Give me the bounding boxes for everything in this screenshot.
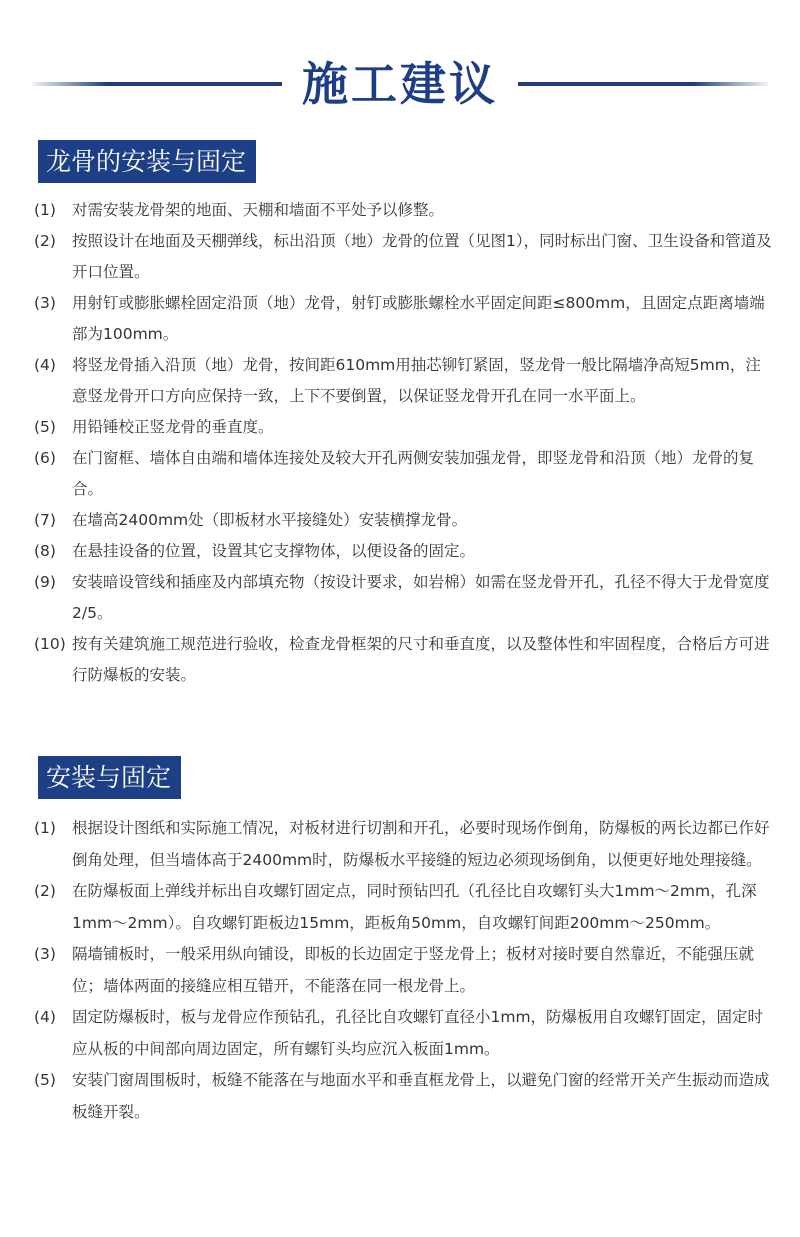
page-title: 施工建议 — [302, 57, 498, 111]
item-text: 安装暗设管线和插座及内部填充物（按设计要求，如岩棉）如需在竖龙骨开孔，孔径不得大于龙骨宽度2/5。 — [72, 573, 770, 622]
item-text: 将竖龙骨插入沿顶（地）龙骨，按间距610mm用抽芯铆钉紧固，竖龙骨一般比隔墙净高短5mm，注意竖龙骨开口方向应保持一致，上下不要倒置，以保证竖龙骨开孔在同一水平面上。 — [72, 356, 761, 405]
section-keel-installation — [0, 140, 800, 691]
list-item — [0, 195, 800, 226]
list-item — [0, 813, 800, 876]
item-text: 按照设计在地面及天棚弹线，标出沿顶（地）龙骨的位置（见图1），同时标出门窗、卫生设备和管道及开口位置。 — [72, 232, 772, 281]
list-item — [0, 876, 800, 939]
title-row — [0, 48, 800, 120]
section-heading: 龙骨的安装与固定 — [38, 140, 256, 183]
list-item — [0, 1002, 800, 1065]
item-number: (6) — [34, 449, 56, 467]
list-item — [0, 567, 800, 629]
list-item — [0, 939, 800, 1002]
item-number: (10) — [34, 635, 66, 653]
item-text: 根据设计图纸和实际施工情况，对板材进行切割和开孔，必要时现场作倒角，防爆板的两长边都已作好倒角处理，但当墙体高于2400mm时，防爆板水平接缝的短边必须现场倒角，以便更好地处理接缝。 — [72, 819, 770, 869]
item-number: (5) — [34, 418, 56, 436]
item-number: (9) — [34, 573, 56, 591]
list-item — [0, 226, 800, 288]
item-text: 隔墙铺板时，一般采用纵向铺设，即板的长边固定于竖龙骨上；板材对接时要自然靠近，不能强压就位；墙体两面的接缝应相互错开，不能落在同一根龙骨上。 — [72, 945, 755, 995]
item-number: (4) — [34, 356, 56, 374]
item-text: 在防爆板面上弹线并标出自攻螺钉固定点，同时预钻凹孔（孔径比自攻螺钉头大1mm～2mm，孔深1mm～2mm）。自攻螺钉距板边15mm，距板角50mm，自攻螺钉间距200mm～250mm。 — [72, 882, 757, 932]
item-number: (1) — [34, 819, 56, 837]
list-item — [0, 412, 800, 443]
item-text: 用铅锤校正竖龙骨的垂直度。 — [72, 418, 274, 436]
list-item — [0, 505, 800, 536]
item-number: (2) — [34, 232, 56, 250]
item-text: 在悬挂设备的位置，设置其它支撑物体，以便设备的固定。 — [72, 542, 476, 560]
item-text: 在墙高2400mm处（即板材水平接缝处）安装横撑龙骨。 — [72, 511, 468, 529]
item-text: 用射钉或膨胀螺栓固定沿顶（地）龙骨，射钉或膨胀螺栓水平固定间距≤800mm，且固定点距离墙端部为100mm。 — [72, 294, 765, 343]
step-list — [0, 195, 800, 691]
list-item — [0, 629, 800, 691]
item-text: 对需安装龙骨架的地面、天棚和墙面不平处予以修整。 — [72, 201, 445, 219]
section-board-installation — [0, 756, 800, 1128]
item-number: (1) — [34, 201, 56, 219]
item-number: (4) — [34, 1008, 56, 1026]
item-text: 在门窗框、墙体自由端和墙体连接处及较大开孔两侧安装加强龙骨，即竖龙骨和沿顶（地）龙骨的复合。 — [72, 449, 755, 498]
item-number: (8) — [34, 542, 56, 560]
item-number: (7) — [34, 511, 56, 529]
section-heading: 安装与固定 — [38, 756, 181, 799]
item-text: 固定防爆板时，板与龙骨应作预钻孔，孔径比自攻螺钉直径小1mm，防爆板用自攻螺钉固定，固定时应从板的中间部向周边固定，所有螺钉头均应沉入板面1mm。 — [72, 1008, 764, 1058]
item-text: 按有关建筑施工规范进行验收，检查龙骨框架的尺寸和垂直度，以及整体性和牢固程度，合格后方可进行防爆板的安装。 — [72, 635, 770, 684]
list-item — [0, 1065, 800, 1128]
list-item — [0, 536, 800, 567]
item-number: (5) — [34, 1071, 56, 1089]
item-number: (3) — [34, 294, 56, 312]
list-item — [0, 288, 800, 350]
title-divider-right — [518, 82, 768, 86]
item-number: (2) — [34, 882, 56, 900]
step-list — [0, 813, 800, 1128]
list-item — [0, 350, 800, 412]
list-item — [0, 443, 800, 505]
item-number: (3) — [34, 945, 56, 963]
item-text: 安装门窗周围板时，板缝不能落在与地面水平和垂直框龙骨上，以避免门窗的经常开关产生振动而造成板缝开裂。 — [72, 1071, 770, 1121]
